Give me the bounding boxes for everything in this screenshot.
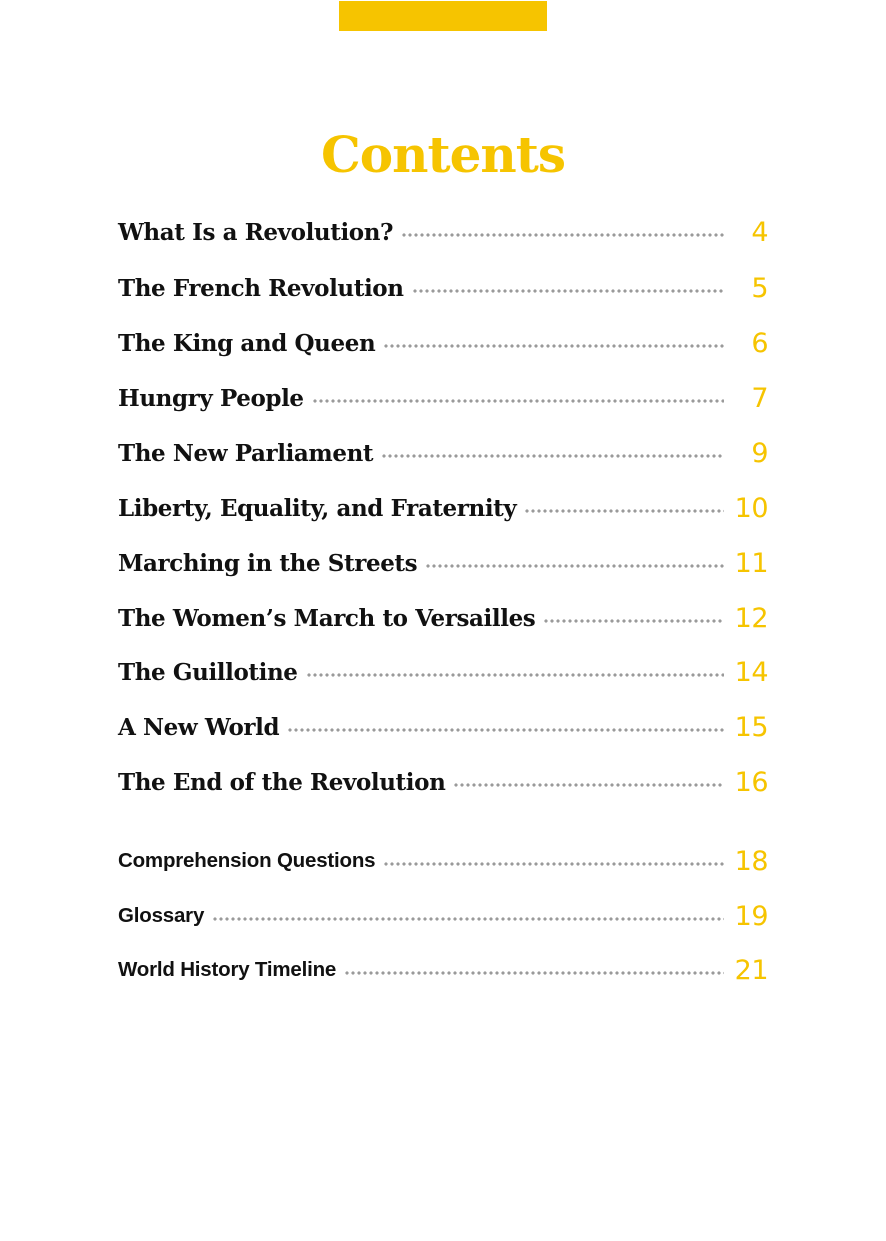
dot-leader (212, 917, 724, 921)
toc-entry[interactable] (118, 323, 768, 363)
toc-entry-page: 11 (734, 547, 768, 579)
toc-entry-title: The French Revolution (118, 274, 404, 302)
dot-leader (312, 399, 724, 403)
toc-entry[interactable] (118, 268, 768, 308)
toc-back-entry[interactable] (118, 841, 768, 881)
toc-entry-page: 21 (734, 954, 768, 986)
dot-leader (306, 673, 724, 677)
toc-entry-title: The New Parliament (118, 439, 374, 467)
toc-entry-page: 18 (734, 845, 768, 877)
top-accent-bar (339, 1, 547, 31)
toc-entry-title: Hungry People (118, 384, 304, 412)
toc-entry-title: The King and Queen (118, 329, 376, 357)
toc-entry-page: 6 (751, 327, 768, 359)
toc-entry-page: 19 (734, 900, 768, 932)
toc-entry[interactable] (118, 433, 768, 473)
dot-leader (412, 289, 724, 293)
dot-leader (453, 783, 724, 787)
toc-entry-page: 12 (734, 602, 768, 634)
toc-entry-title: A New World (118, 713, 280, 741)
toc-entry[interactable] (118, 762, 768, 802)
dot-leader (401, 233, 724, 237)
toc-entry-page: 16 (734, 766, 768, 798)
toc-entry-page: 7 (751, 382, 768, 414)
toc-entry[interactable] (118, 652, 768, 692)
toc-entry-title: The Women’s March to Versailles (118, 604, 536, 632)
toc-entry[interactable] (118, 598, 768, 638)
toc-entry-page: 15 (734, 711, 768, 743)
dot-leader (381, 454, 724, 458)
toc-entry[interactable] (118, 212, 768, 252)
toc-entry-title: What Is a Revolution? (118, 218, 394, 246)
dot-leader (425, 564, 724, 568)
toc-entry-page: 10 (734, 492, 768, 524)
dot-leader (383, 344, 724, 348)
dot-leader (287, 728, 724, 732)
toc-back-entry[interactable] (118, 950, 768, 990)
toc-entry-title: Glossary (118, 904, 205, 927)
toc-entry[interactable] (118, 378, 768, 418)
dot-leader (543, 619, 724, 623)
toc-entry-title: Liberty, Equality, and Fraternity (118, 494, 517, 522)
page-title: Contents (320, 125, 565, 184)
dot-leader (344, 971, 724, 975)
toc-entry-page: 5 (751, 272, 768, 304)
toc-entry-page: 4 (751, 216, 768, 248)
toc-entry-title: Marching in the Streets (118, 549, 418, 577)
toc-entry-page: 9 (751, 437, 768, 469)
toc-entry-page: 14 (734, 656, 768, 688)
toc-entry[interactable] (118, 707, 768, 747)
toc-entry-title: The Guillotine (118, 658, 298, 686)
toc-entry[interactable] (118, 488, 768, 528)
dot-leader (524, 509, 724, 513)
dot-leader (383, 862, 724, 866)
toc-back-entry[interactable] (118, 896, 768, 936)
toc-entry-title: World History Timeline (118, 958, 337, 981)
toc-entry[interactable] (118, 543, 768, 583)
toc-entry-title: The End of the Revolution (118, 768, 446, 796)
toc-entry-title: Comprehension Questions (118, 849, 376, 872)
